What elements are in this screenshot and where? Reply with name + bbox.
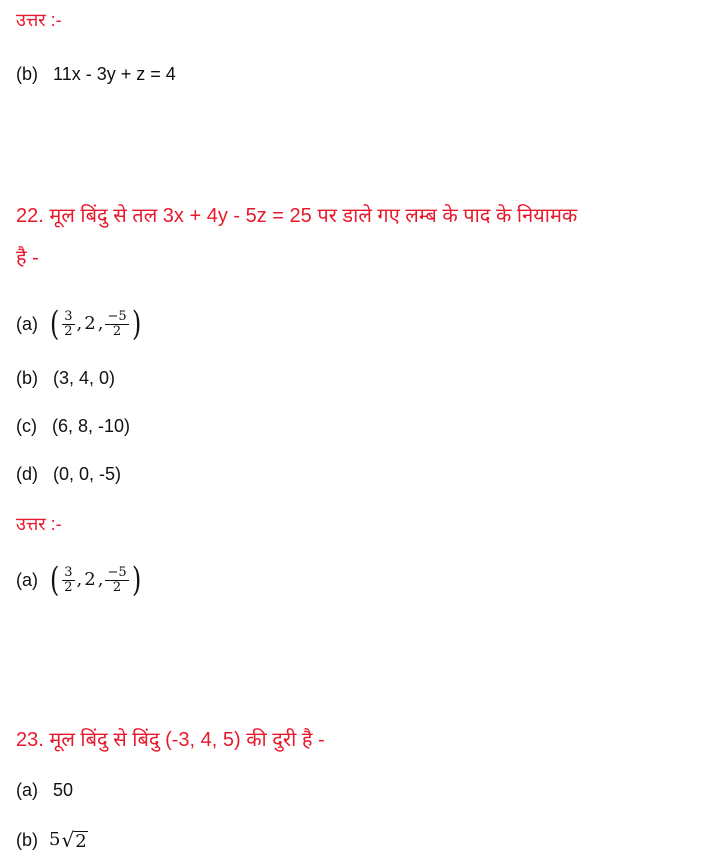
answer-label-text: उत्तर :- [16, 10, 62, 30]
fraction [105, 310, 128, 339]
option-a [16, 304, 143, 344]
q23-option-a [16, 778, 73, 802]
radicand: 2 [75, 831, 87, 852]
option-c [16, 414, 130, 438]
question-23 [16, 728, 325, 752]
comma: , [76, 569, 83, 590]
radical-sign: √ [61, 828, 75, 852]
answer-label-22-text: उत्तर :- [16, 514, 62, 534]
fraction-denominator: 2 [112, 579, 122, 595]
middle-value: 2 [84, 569, 96, 590]
square-root [61, 828, 87, 852]
answer-label [16, 8, 62, 32]
option-a-math [48, 304, 143, 344]
answer-option-label: (b) [16, 64, 38, 84]
q23-option-b-label: (b) [16, 830, 38, 850]
right-paren: ) [131, 560, 141, 600]
answer-line [16, 62, 176, 86]
option-b-label: (b) [16, 368, 38, 388]
answer-label-22 [16, 512, 62, 536]
question-22-text-2: है - [16, 247, 39, 269]
fraction [62, 566, 74, 595]
answer-text: 11x - 3y + z = 4 [53, 64, 176, 84]
left-paren: ( [49, 560, 60, 600]
fraction-denominator: 2 [64, 323, 73, 339]
q23-option-a-text: 50 [53, 780, 74, 800]
fraction [105, 566, 128, 595]
question-22-line-2 [16, 246, 39, 270]
answer-22-math [48, 560, 143, 600]
q23-option-b [16, 828, 88, 852]
answer-22-label: (a) [16, 570, 38, 590]
question-22-text-1: 22. मूल बिंदु से तल 3x + 4y - 5z = 25 पर डाले गए लम्ब के पाद के नियामक [16, 205, 578, 227]
fraction-numerator: 3 [64, 308, 73, 324]
option-a-label: (a) [16, 314, 38, 334]
fraction-numerator: −5 [107, 308, 127, 324]
question-22-line-1 [16, 204, 577, 228]
fraction-denominator: 2 [112, 323, 122, 339]
answer-22 [16, 560, 143, 600]
fraction [62, 310, 74, 339]
option-b-text: (3, 4, 0) [53, 368, 116, 388]
q23-option-a-label: (a) [16, 780, 38, 800]
sqrt-coefficient: 5 [49, 829, 61, 850]
option-b [16, 366, 115, 390]
comma: , [97, 569, 104, 590]
left-paren: ( [49, 304, 60, 344]
middle-value: 2 [84, 313, 96, 334]
fraction-denominator: 2 [64, 579, 73, 595]
fraction-numerator: 3 [64, 564, 73, 580]
comma: , [97, 313, 104, 334]
comma: , [76, 313, 83, 334]
fraction-numerator: −5 [107, 564, 127, 580]
right-paren: ) [131, 304, 141, 344]
question-23-text: 23. मूल बिंदु से बिंदु (-3, 4, 5) की दुरी है - [16, 729, 325, 751]
option-d [16, 462, 121, 486]
option-c-text: (6, 8, -10) [52, 416, 131, 436]
option-c-label: (c) [16, 416, 37, 436]
option-d-text: (0, 0, -5) [53, 464, 122, 484]
option-d-label: (d) [16, 464, 38, 484]
